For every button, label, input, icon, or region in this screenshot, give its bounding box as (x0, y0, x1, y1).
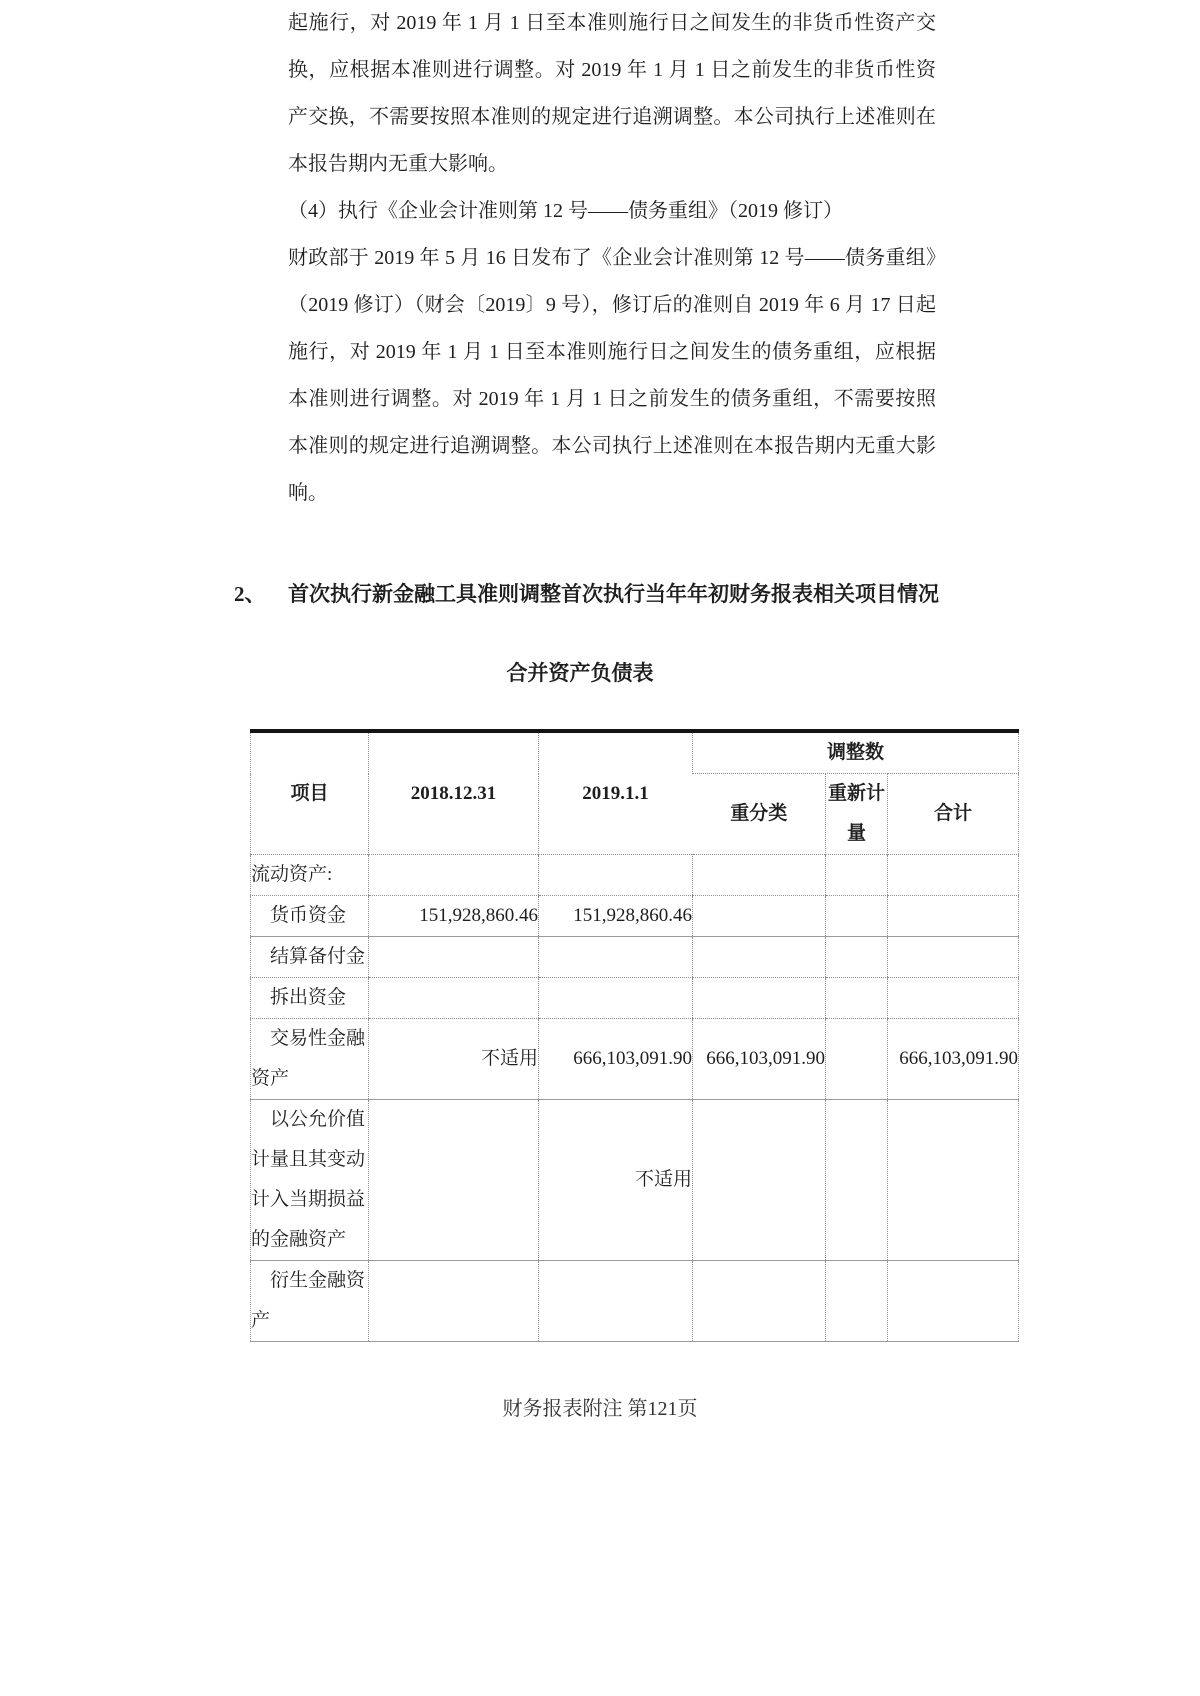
row-trading-financial-assets (251, 1019, 1019, 1100)
table-header (251, 731, 1019, 855)
row-label: 流动资产: (251, 855, 369, 896)
row-lending-funds (251, 978, 1019, 1019)
row-label: 以公允价值计量且其变动计入当期损益的金融资产 (251, 1100, 369, 1261)
cell-remeasure (826, 1261, 888, 1342)
row-label: 结算备付金 (251, 937, 369, 978)
row-settlement-reserves (251, 937, 1019, 978)
page-footer: 财务报表附注 第121页 (502, 1398, 698, 1420)
body-text-column (288, 0, 936, 517)
body-paragraph-2-heading: （4）执行《企业会计准则第 12 号——债务重组》（2019 修订） (288, 200, 843, 222)
cell-remeasure (826, 855, 888, 896)
header-2019-1-1: 2019.1.1 (539, 731, 693, 855)
header-item: 项目 (290, 782, 329, 804)
section-heading (234, 579, 994, 609)
cell-reclass (693, 896, 826, 937)
header-reclassification: 重分类 (730, 803, 788, 824)
cell-2018 (369, 937, 539, 978)
row-label: 拆出资金 (251, 978, 369, 1019)
cell-reclass (693, 1261, 826, 1342)
cell-2019 (539, 1261, 693, 1342)
row-current-assets (251, 855, 1019, 896)
cell-remeasure (826, 937, 888, 978)
row-label: 交易性金融资产 (251, 1019, 369, 1100)
cell-2018: 不适用 (369, 1019, 539, 1100)
cell-total (888, 937, 1019, 978)
cell-total (888, 978, 1019, 1019)
cell-total (888, 1100, 1019, 1261)
cell-remeasure (826, 978, 888, 1019)
body-paragraph-1: 起施行，对 2019 年 1 月 1 日至本准则施行日之间发生的非货币性资产交换，应根据本准则进行调整。对 2019 年 1 月 1 日之前发生的非货币性资产交换，不需要按照本准则的规定进行追溯调整。本公司执行上述准则在本报告期内无重大影响。 (288, 12, 936, 175)
cell-reclass (693, 855, 826, 896)
section-title: 首次执行新金融工具准则调整首次执行当年年初财务报表相关项目情况 (288, 582, 939, 606)
cell-total (888, 896, 1019, 937)
cell-reclass (693, 937, 826, 978)
header-2018-12-31: 2018.12.31 (369, 731, 539, 855)
cell-total (888, 855, 1019, 896)
body-paragraph-2: 财政部于 2019 年 5 月 16 日发布了《企业会计准则第 12 号——债务重组》（2019 修订）（财会〔2019〕9 号），修订后的准则自 2019 年 6 月 17 日起施行，对 2019 年 1 月 1 日至本准则施行日之间发生的债务重组，应根据本准则进行调整。对 2019 年 1 月 1 日之前发生的债务重组，不需要按照本准则的规定进行追溯调整。本公司执行上述准则在本报告期内无重大影响。 (288, 247, 936, 504)
cell-total: 666,103,091.90 (888, 1019, 1019, 1100)
cell-2018 (369, 855, 539, 896)
cell-2019 (539, 978, 693, 1019)
cell-remeasure (826, 896, 888, 937)
cell-2018 (369, 978, 539, 1019)
row-derivative-financial-assets (251, 1261, 1019, 1342)
header-remeasurement: 重新计量 (826, 774, 888, 855)
cell-total (888, 1261, 1019, 1342)
header-total: 合计 (888, 774, 1019, 855)
row-label: 衍生金融资产 (251, 1261, 369, 1342)
cell-2018: 151,928,860.46 (369, 896, 539, 937)
cell-remeasure (826, 1100, 888, 1261)
row-cash (251, 896, 1019, 937)
header-adjustments-group: 调整数 (693, 731, 1019, 774)
cell-2018 (369, 1261, 539, 1342)
balance-sheet-table-wrap (250, 729, 1018, 1342)
cell-remeasure (826, 1019, 888, 1100)
cell-reclass (693, 978, 826, 1019)
row-label: 货币资金 (251, 896, 369, 937)
cell-reclass: 666,103,091.90 (693, 1019, 826, 1100)
row-fvtpl-financial-assets (251, 1100, 1019, 1261)
balance-sheet-table (250, 729, 1019, 1342)
cell-2019: 666,103,091.90 (539, 1019, 693, 1100)
cell-2019 (539, 937, 693, 978)
cell-2019 (539, 855, 693, 896)
section-number: 2、 (234, 582, 266, 606)
cell-2018 (369, 1100, 539, 1261)
cell-2019: 151,928,860.46 (539, 896, 693, 937)
cell-2019: 不适用 (539, 1100, 693, 1261)
cell-reclass (693, 1100, 826, 1261)
table-title: 合并资产负债表 (506, 661, 654, 685)
